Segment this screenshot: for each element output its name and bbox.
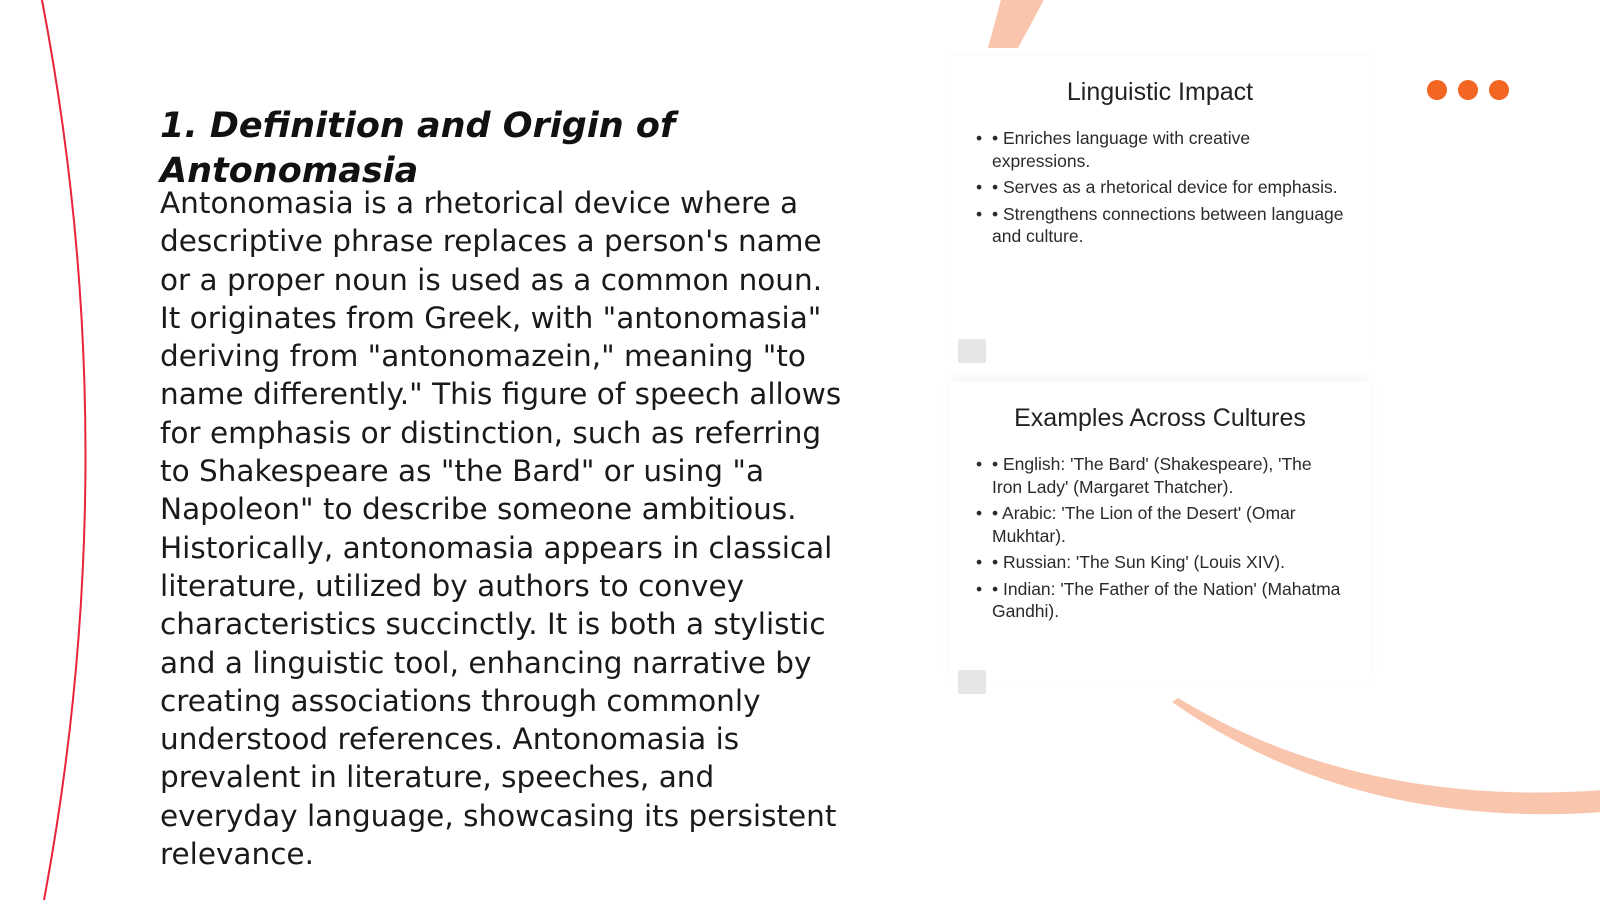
list-item: • • Enriches language with creative expressions. [976,127,1346,172]
card-drag-handle[interactable] [958,670,986,694]
left-edge-curve [42,0,86,900]
list-item: • • Arabic: 'The Lion of the Desert' (Omar Mukhtar). [976,502,1346,547]
card-list [950,127,1346,248]
bottom-accent-arc [1172,698,1600,814]
list-item: • • English: 'The Bard' (Shakespeare), 'The Iron Lady' (Margaret Thatcher). [976,453,1346,498]
dot-icon [1458,80,1478,100]
card-title: Linguistic Impact [1066,78,1254,106]
top-accent-stroke [988,0,1046,48]
dot-icon [1489,80,1509,100]
list-item: • • Strengthens connections between language and culture. [976,203,1346,248]
list-item: • • Russian: 'The Sun King' (Louis XIV). [976,551,1346,574]
card-list [950,453,1346,623]
list-item: • • Serves as a rhetorical device for emphasis. [976,176,1346,199]
card-drag-handle[interactable] [958,339,986,363]
dot-icon [1427,80,1447,100]
linguistic-impact-card [950,56,1370,356]
card-title: Examples Across Cultures [1014,404,1306,432]
section-heading: 1. Definition and Origin of Antonomasia [160,106,676,191]
list-item: • • Indian: 'The Father of the Nation' (Mahatma Gandhi). [976,578,1346,623]
more-dots-icon[interactable] [1427,80,1509,100]
examples-across-cultures-card [950,382,1370,682]
section-body-text: Antonomasia is a rhetorical device where a descriptive phrase replaces a person's name or a proper noun is used as a common noun. It originates from Greek, with "antonomasia" deriving from "antonomazein," meaning "to name differently." This figure of speech allows for emphasis or distinction, such as referring to Shakespeare as "the Bard" or using "a Napoleon" to describe someone ambitious. Historically, antonomasia appears in classical literature, utilized by authors to convey characteristics succinctly. It is both a stylistic and a linguistic tool, enhancing narrative by creating associations through commonly understood references. Antonomasia is prevalent in literature, speeches, and everyday language, showcasing its persistent relevance. [160,186,842,872]
